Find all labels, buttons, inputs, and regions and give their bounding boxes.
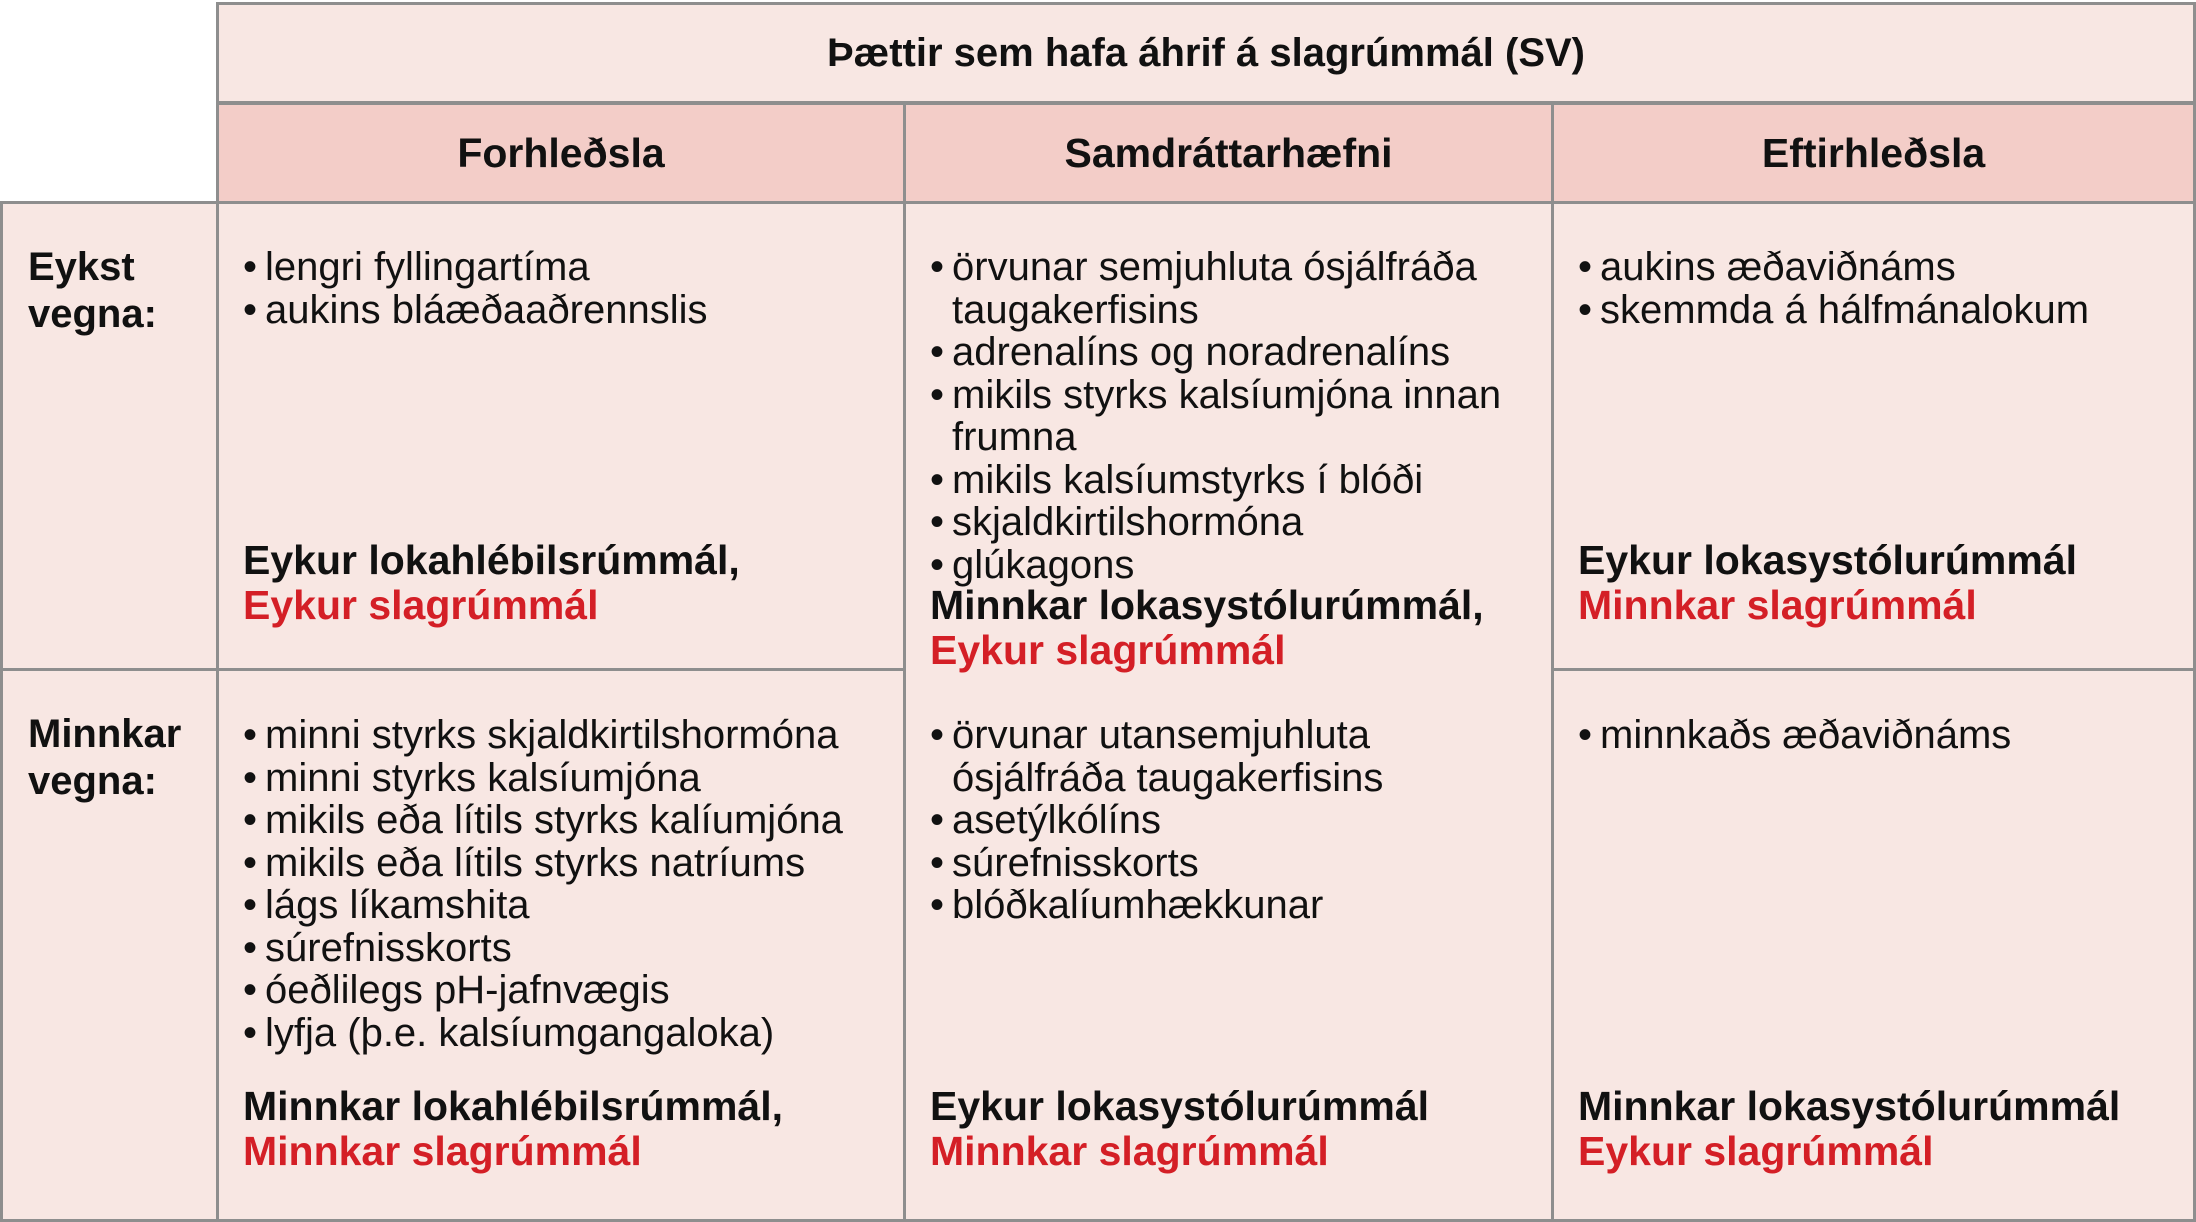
list-item: • mikils kalsíumstyrks í blóði bbox=[930, 459, 1541, 502]
list-item: • glúkagons bbox=[930, 544, 1541, 587]
conclusion bbox=[243, 1084, 893, 1174]
row-label-increase-line2: vegna: bbox=[28, 292, 157, 336]
conclusion-red: Minnkar slagrúmmál bbox=[930, 1128, 1329, 1174]
cell-increase-preload bbox=[216, 201, 906, 671]
conclusion bbox=[930, 1084, 1541, 1174]
row-label-decrease-line1: Minnkar bbox=[28, 712, 182, 756]
list-item: • asetýlkólíns bbox=[930, 799, 1541, 842]
cell-decrease-afterload bbox=[1551, 668, 2196, 1222]
conclusion-black: Eykur lokasystólurúmmál bbox=[1578, 537, 2078, 583]
bullet-list bbox=[243, 714, 893, 1054]
list-item: • súrefnisskorts bbox=[243, 927, 893, 970]
list-item: • lyfja (þ.e. kalsíumgangaloka) bbox=[243, 1012, 893, 1055]
row-label-increase bbox=[0, 201, 219, 671]
list-item: • minni styrks kalsíumjóna bbox=[243, 757, 893, 800]
conclusion-black: Minnkar lokahlébilsrúmmál, bbox=[243, 1083, 783, 1129]
column-header-afterload: Eftirhleðsla bbox=[1551, 102, 2196, 204]
bullet-list bbox=[930, 246, 1541, 586]
column-header-preload: Forhleðsla bbox=[216, 102, 906, 204]
bullet-list bbox=[1578, 246, 2183, 331]
conclusion-black: Minnkar lokasystólurúmmál, bbox=[930, 582, 1484, 628]
list-item: • lágs líkamshita bbox=[243, 884, 893, 927]
conclusion-black: Eykur lokahlébilsrúmmál, bbox=[243, 537, 740, 583]
list-item: • blóðkalíumhækkunar bbox=[930, 884, 1541, 927]
list-item: • örvunar utansemjuhluta ósjálfráða taugakerfisins bbox=[930, 714, 1541, 799]
list-item: • óeðlilegs pH-jafnvægis bbox=[243, 969, 893, 1012]
conclusion-red: Eykur slagrúmmál bbox=[930, 627, 1286, 673]
list-item: • aukins æðaviðnáms bbox=[1578, 246, 2183, 289]
list-item: • mikils eða lítils styrks natríums bbox=[243, 842, 893, 885]
list-item: • mikils styrks kalsíumjóna innan frumna bbox=[930, 374, 1541, 459]
table-title: Þættir sem hafa áhrif á slagrúmmál (SV) bbox=[216, 2, 2196, 104]
conclusion-black: Eykur lokasystólurúmmál bbox=[930, 1083, 1430, 1129]
list-item: • minnkaðs æðaviðnáms bbox=[1578, 714, 2183, 757]
row-label-decrease-line2: vegna: bbox=[28, 759, 157, 803]
list-item: • adrenalíns og noradrenalíns bbox=[930, 331, 1541, 374]
conclusion-red: Minnkar slagrúmmál bbox=[1578, 582, 1977, 628]
conclusion bbox=[1578, 1084, 2183, 1174]
row-label-decrease bbox=[0, 668, 219, 1222]
conclusion-black: Minnkar lokasystólurúmmál bbox=[1578, 1083, 2121, 1129]
bullet-list bbox=[1578, 714, 2183, 757]
list-item: • minni styrks skjaldkirtilshormóna bbox=[243, 714, 893, 757]
row-label-increase-line1: Eykst bbox=[28, 245, 135, 289]
list-item: • súrefnisskorts bbox=[930, 842, 1541, 885]
conclusion-red: Minnkar slagrúmmál bbox=[243, 1128, 642, 1174]
list-item: • aukins bláæðaaðrennslis bbox=[243, 289, 893, 332]
list-item: • skemmda á hálfmánalokum bbox=[1578, 289, 2183, 332]
list-item: • lengri fyllingartíma bbox=[243, 246, 893, 289]
cell-contractility bbox=[903, 201, 1554, 1222]
column-header-contractility: Samdráttarhæfni bbox=[903, 102, 1554, 204]
cell-decrease-preload bbox=[216, 668, 906, 1222]
conclusion bbox=[1578, 538, 2183, 628]
conclusion-red: Eykur slagrúmmál bbox=[243, 582, 599, 628]
list-item: • örvunar semjuhluta ósjálfráða taugakerfisins bbox=[930, 246, 1541, 331]
list-item: • mikils eða lítils styrks kalíumjóna bbox=[243, 799, 893, 842]
cell-increase-afterload bbox=[1551, 201, 2196, 671]
conclusion bbox=[930, 583, 1541, 673]
list-item: • skjaldkirtilshormóna bbox=[930, 501, 1541, 544]
conclusion bbox=[243, 538, 893, 628]
conclusion-red: Eykur slagrúmmál bbox=[1578, 1128, 1934, 1174]
bullet-list bbox=[930, 714, 1541, 927]
bullet-list bbox=[243, 246, 893, 331]
